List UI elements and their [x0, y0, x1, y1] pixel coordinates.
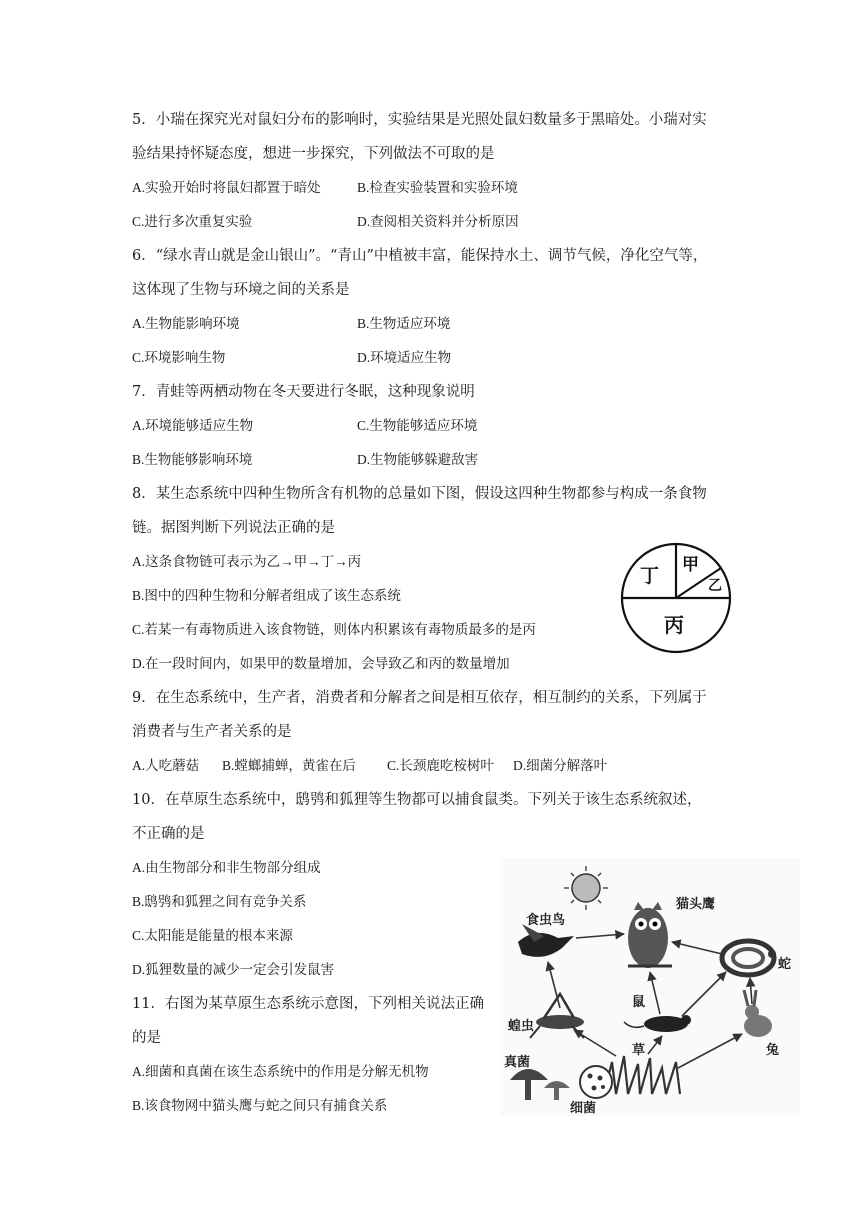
q5-option-b: B.检查实验装置和实验环境: [357, 180, 518, 195]
grassland-food-web-figure: [500, 858, 800, 1116]
q9-stem-line1: 9．在生态系统中，生产者，消费者和分解者之间是相互依存，相互制约的关系，下列属于: [132, 690, 707, 706]
q11-option-a: A.细菌和真菌在该生态系统中的作用是分解无机物: [132, 1064, 429, 1079]
q7-option-b: B.生物能够影响环境: [132, 452, 253, 467]
label-mouse: 鼠: [632, 995, 646, 1010]
label-rabbit: 兔: [766, 1043, 780, 1058]
q10-option-a: A.由生物部分和非生物部分组成: [132, 860, 321, 875]
q9-stem-line2: 消费者与生产者关系的是: [132, 724, 292, 740]
label-snake: 蛇: [778, 957, 792, 972]
q7-option-d: D.生物能够躲避敌害: [357, 452, 479, 467]
q8-stem-line1: 8．某生态系统中四种生物所含有机物的总量如下图，假设这四种生物都参与构成一条食物: [132, 486, 707, 502]
pie-label-ding: 丁: [640, 565, 660, 587]
organic-matter-pie-figure: [616, 540, 736, 656]
q11-option-b: B.该食物网中猫头鹰与蛇之间只有捕食关系: [132, 1098, 388, 1113]
q6-stem-line1: 6．“绿水青山就是金山银山”。“青山”中植被丰富，能保持水土、调节气候，净化空气等，: [132, 248, 708, 264]
q5-option-d: D.查阅相关资料并分析原因: [357, 214, 519, 229]
q10-option-c: C.太阳能是能量的根本来源: [132, 928, 293, 943]
q7-option-a: A.环境能够适应生物: [132, 418, 254, 433]
q5-stem-line1: 5．小瑞在探究光对鼠妇分布的影响时，实验结果是光照处鼠妇数量多于黑暗处。小瑞对实: [132, 112, 707, 128]
q5-option-c: C.进行多次重复实验: [132, 214, 253, 229]
q11-stem-line1: 11．右图为某草原生态系统示意图，下列相关说法正确: [132, 996, 484, 1012]
q6-option-c: C.环境影响生物: [132, 350, 226, 365]
q9-option-a: A.人吃蘑菇: [132, 758, 200, 773]
q10-stem-line1: 10．在草原生态系统中，鸱鸮和狐狸等生物都可以捕食鼠类。下列关于该生态系统叙述，: [132, 792, 702, 808]
bacteria-icon: [580, 1066, 612, 1098]
q8-option-a: A.这条食物链可表示为乙→甲→丁→丙: [132, 554, 362, 569]
q10-option-d: D.狐狸数量的减少一定会引发鼠害: [132, 962, 335, 977]
label-bacteria: 细菌: [570, 1101, 597, 1116]
q6-option-d: D.环境适应生物: [357, 350, 452, 365]
q6-option-a: A.生物能影响环境: [132, 316, 240, 331]
label-fungi: 真菌: [504, 1055, 531, 1070]
q10-stem-line2: 不正确的是: [132, 826, 205, 842]
label-insect-bird: 食虫鸟: [526, 913, 566, 928]
q10-option-b: B.鸱鸮和狐狸之间有竞争关系: [132, 894, 307, 909]
q9-option-c: C.长颈鹿吃桉树叶: [387, 758, 494, 773]
label-grass: 草: [632, 1043, 646, 1058]
q8-option-b: B.图中的四种生物和分解者组成了该生态系统: [132, 588, 401, 603]
q8-option-d: D.在一段时间内，如果甲的数量增加，会导致乙和丙的数量增加: [132, 656, 510, 671]
q5-stem-line2: 验结果持怀疑态度，想进一步探究，下列做法不可取的是: [132, 146, 495, 162]
label-locust: 蝗虫: [508, 1019, 535, 1034]
pie-label-jia: 甲: [682, 555, 699, 575]
q6-option-b: B.生物适应环境: [357, 316, 451, 331]
label-owl: 猫头鹰: [676, 897, 716, 912]
q9-option-b: B.螳螂捕蝉，黄雀在后: [222, 758, 356, 773]
q6-stem-line2: 这体现了生物与环境之间的关系是: [132, 282, 350, 298]
q11-stem-line2: 的是: [132, 1030, 161, 1046]
q8-stem-line2: 链。据图判断下列说法正确的是: [132, 520, 335, 536]
pie-label-yi: 乙: [708, 578, 722, 594]
q7-option-c: C.生物能够适应环境: [357, 418, 478, 433]
q7-stem-line1: 7．青蛙等两栖动物在冬天要进行冬眠，这种现象说明: [132, 384, 475, 400]
q9-option-d: D.细菌分解落叶: [513, 758, 608, 773]
pie-label-bing: 丙: [664, 613, 684, 637]
q5-option-a: A.实验开始时将鼠妇都置于暗处: [132, 180, 321, 195]
q8-option-c: C.若某一有毒物质进入该食物链，则体内积累该有毒物质最多的是丙: [132, 622, 536, 637]
